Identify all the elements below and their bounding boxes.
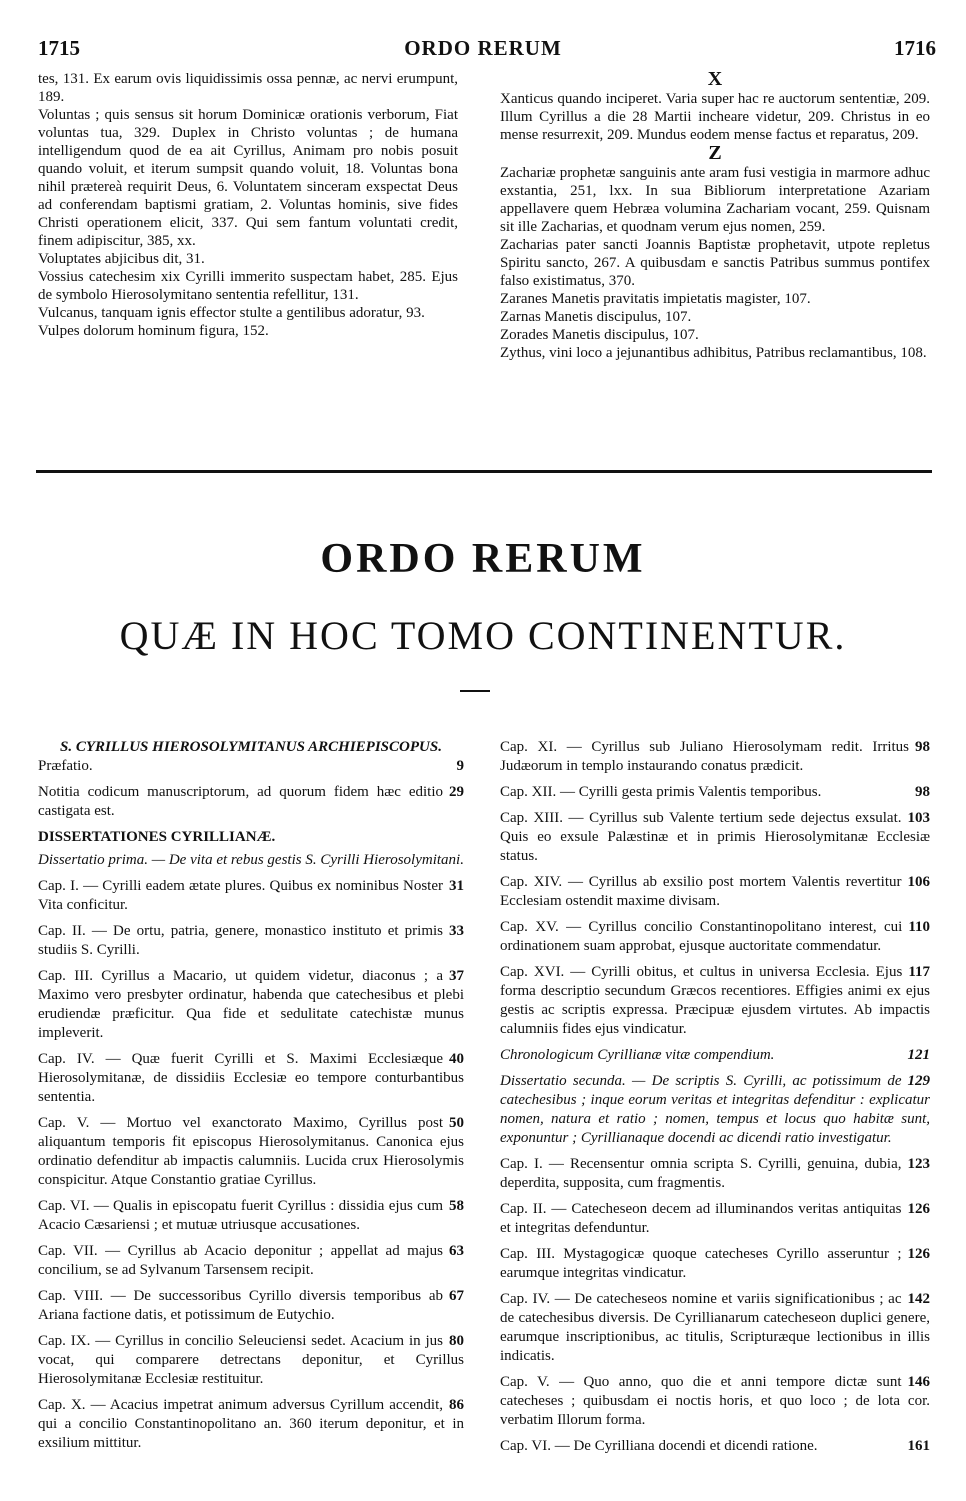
page-ref: 98 — [915, 739, 930, 755]
toc-entry — [500, 1437, 930, 1456]
page-ref: 29 — [449, 784, 464, 800]
entry-text: Cap. II. — De ortu, patria, genere, monastico instituto et primis studiis S. Cyrilli. — [38, 923, 443, 958]
entry-text: Cap. III. Mystagogicæ quoque catecheses Cyrillo asseruntur ; earumque integritas vindicatur. — [500, 1246, 902, 1281]
toc-entry — [38, 757, 464, 776]
toc-entry — [500, 738, 930, 776]
entry-text: Dissertatio secunda. — De scriptis S. Cyrilli, ac potissimum de catechesibus ; inque eorum veritas et integritas defenditur : explicatur nomen, natura et ratio ; nomen, tempus et locus quo habitæ sunt, exponuntur ; Cyrillianaque docendi ac dicendi ratio investigatur. — [500, 1073, 930, 1146]
index-entry: Zaranes Manetis pravitatis impietatis magister, 107. — [500, 291, 811, 307]
dissertation-heading: Dissertatio prima. — De vita et rebus gestis S. Cyrilli Hierosolymitani. — [38, 852, 464, 868]
index-entry: Zorades Manetis discipulus, 107. — [500, 327, 699, 343]
section-heading: DISSERTATIONES CYRILLIANÆ. — [38, 829, 276, 845]
page-ref: 37 — [449, 968, 464, 984]
entry-text: Cap. XVI. — Cyrilli obitus, et cultus in universa Ecclesia. Ejus forma descriptio secundum Græcos recentiores. Effigies animi ex ejus gestis ac scriptis expressa. Præcipuæ ejusdem virtutes. Ab impactis calumniis fides ejus vindicatur. — [500, 964, 930, 1037]
page-ref: 31 — [449, 878, 464, 894]
page-ref: 121 — [907, 1047, 930, 1063]
toc-entry — [500, 873, 930, 911]
entry-text: Cap. VII. — Cyrillus ab Acacio deponitur ; appellat ad majus concilium, se ad Sylvanum Tarsensem recipit. — [38, 1243, 443, 1278]
entry-text: Cap. V. — Mortuo vel exanctorato Maximo, Cyrillus post aliquantum temporis fit episcopus Hierosolymitanus. Canonica ejus ordinatio defenditur ab impactis calumniis. Lucida crux Hierosolymis conspicitur. Atque Constantio gratiae Cyrillus. — [38, 1115, 464, 1188]
entry-text: Cap. II. — Catecheseon decem ad illuminandos veritas antiquitas et integritas defenduntur. — [500, 1201, 902, 1236]
toc-entry — [38, 1396, 464, 1453]
page-ref: 117 — [908, 964, 930, 980]
page-ref: 63 — [449, 1243, 464, 1259]
toc-entry — [38, 1242, 464, 1280]
entry-text: Cap. V. — Quo anno, quo die et anni tempore dictæ sunt catecheses ; quibusdam ei noctis horis, et quo loco ; de lota cor. verbatim Illorum forma. — [500, 1374, 930, 1428]
entry-text: Cap. IX. — Cyrillus in concilio Seleuciensi sedet. Acacium in jus vocat, qui comparere detrectans deponitur, et Cyrillus Hierosolymitanæ Ecclesiæ restituitur. — [38, 1333, 464, 1387]
index-column-right — [500, 70, 930, 362]
index-entry: Voluntas ; quis sensus sit horum Dominicæ orationis verborum, Fiat voluntas tua, 329. Duplex in Christo voluntas ; de humana intelligendum quod de ea ait Cyrillus, Animam pro nobis posuit quando voluit, et iterum sumpsit quando voluit, 18. Voluntas bona nihil prætereà requirit Deus, 6. Voluntatem sinceram exspectat Deus ad conferendam baptismi gratiam, 2. Voluntas hominis, sive fides Christi operationem elicit, 337. Qui sem fantum voluntati credit, finem adipiscitur, 385, xx. — [38, 107, 458, 249]
entry-text: Cap. IV. — De catecheseos nomine et variis significationibus ; ac de catechesibus diversis. De Cyrillianarum catecheseon duplici genere, earumque inscriptionibus, ac titulis, Scripturæque lectionibus in illis indicatis. — [500, 1291, 930, 1364]
page-ref: 129 — [907, 1073, 930, 1089]
index-entry: Xanticus quando inciperet. Varia super hac re auctorum sententiæ, 209. Illum Cyrillus a die 28 Martii incheare videtur, 209. Christus in eo mense resurrexit, 209. Mundus eodem mense factus et reparatus, 209. — [500, 91, 930, 143]
toc-entry — [500, 963, 930, 1039]
toc-entry — [38, 1332, 464, 1389]
page-ref: 58 — [449, 1198, 464, 1214]
toc-entry — [38, 783, 464, 821]
index-entry: Vossius catechesim xix Cyrilli immerito suspectam habet, 285. Ejus de symbolo Hierosolymitano sententia refellitur, 131. — [38, 269, 458, 303]
page-number-left: 1715 — [38, 36, 80, 60]
toc-entry — [500, 1290, 930, 1366]
toc-entry — [500, 918, 930, 956]
page-number-right: 1716 — [894, 36, 936, 60]
index-entry: Zachariæ prophetæ sanguinis ante aram fusi vestigia in marmore adhuc exstantia, 251, lxx. In sua Bibliorum interpretatione Azariam appellavere quem Hebræa volumina Zachariam vocant, 259. Quisnam sit ille Zacharias, et quodnam verum ejus nomen, 259. — [500, 165, 930, 235]
page-ref: 67 — [449, 1288, 464, 1304]
index-entry: Zythus, vini loco a jejunantibus adhibitus, Patribus reclamantibus, 108. — [500, 345, 927, 361]
page-ref: 161 — [907, 1438, 930, 1454]
index-entry: Vulcanus, tanquam ignis effector stulte a gentilibus adoratur, 93. — [38, 305, 425, 321]
toc-title: ORDO RERUM — [320, 536, 646, 582]
index-column-left — [38, 70, 458, 340]
entry-text: Cap. XI. — Cyrillus sub Juliano Hierosolymam redit. Irritus Judæorum in templo instaurando conatus prædicit. — [500, 739, 909, 774]
toc-entry — [38, 922, 464, 960]
toc-entry — [38, 967, 464, 1043]
page-ref: 50 — [449, 1115, 464, 1131]
dissertation-heading — [500, 1072, 930, 1148]
entry-text: Chronologicum Cyrillianæ vitæ compendium. — [500, 1047, 775, 1063]
page-ref: 142 — [907, 1291, 930, 1307]
letter-heading-z: Z — [708, 142, 722, 164]
section-divider — [36, 470, 932, 473]
index-entry: Zacharias pater sancti Joannis Baptistæ prophetavit, utpote repletus Spiritu sancto, 267. A quibusdam e sanctis Patribus summus pontifex falso existimatus, 370. — [500, 237, 930, 289]
running-header — [0, 36, 966, 62]
toc-entry — [38, 1287, 464, 1325]
page-ref: 80 — [449, 1333, 464, 1349]
toc-entry — [38, 1050, 464, 1107]
page-ref: 98 — [915, 784, 930, 800]
page-ref: 103 — [907, 810, 930, 826]
toc-entry — [500, 1245, 930, 1283]
toc-entry — [500, 1155, 930, 1193]
toc-entry — [500, 783, 930, 802]
index-entry: Vulpes dolorum hominum figura, 152. — [38, 323, 269, 339]
page-ref: 146 — [907, 1374, 930, 1390]
entry-text: Cap. IV. — Quæ fuerit Cyrilli et S. Maximi Ecclesiæque Hierosolymitanæ, de dissidiis Ecclesiæ eo tempore conturbantibus sententia. — [38, 1051, 464, 1105]
entry-text: Notitia codicum manuscriptorum, ad quorum fidem hæc editio castigata est. — [38, 784, 443, 819]
toc-entry — [38, 877, 464, 915]
author-heading: S. CYRILLUS HIEROSOLYMITANUS ARCHIEPISCOPUS. — [60, 739, 442, 755]
entry-text: Præfatio. — [38, 758, 93, 774]
toc-entry — [38, 1197, 464, 1235]
running-title: ORDO RERUM — [404, 36, 562, 60]
toc-entry — [500, 1373, 930, 1430]
toc-subtitle: QUÆ IN HOC TOMO CONTINENTUR. — [119, 613, 847, 658]
entry-text: Cap. I. — Cyrilli eadem ætate plures. Quibus ex nominibus Noster Vita conficitur. — [38, 878, 443, 913]
page-ref: 86 — [449, 1397, 464, 1413]
entry-text: Cap. VI. — De Cyrilliana docendi et dicendi ratione. — [500, 1438, 818, 1454]
entry-text: Cap. III. Cyrillus a Macario, ut quidem videtur, diaconus ; a Maximo vero presbyter ordinatur, habenda que catechesibus et plebi erudiendæ præficitur. Qua fide et sedulitate catechistæ munus impleverit. — [38, 968, 464, 1041]
index-entry: tes, 131. Ex earum ovis liquidissimis ossa pennæ, ac nervi erumpunt, 189. — [38, 71, 458, 105]
entry-text: Cap. XII. — Cyrilli gesta primis Valentis temporibus. — [500, 784, 822, 800]
page-ref: 106 — [907, 874, 930, 890]
title-rule — [460, 690, 490, 692]
entry-text: Cap. XV. — Cyrillus concilio Constantinopolitano interest, cui ordinationem suam approbat, ejusque auctoritate commendatur. — [500, 919, 903, 954]
entry-text: Cap. I. — Recensentur omnia scripta S. Cyrilli, genuina, dubia, deperdita, supposita, cum fragmentis. — [500, 1156, 902, 1191]
page-ref: 33 — [449, 923, 464, 939]
toc-entry — [38, 1114, 464, 1190]
toc-entry — [500, 1200, 930, 1238]
toc-entry — [500, 809, 930, 866]
toc-column-left — [38, 738, 464, 1460]
toc-column-right — [500, 738, 930, 1463]
entry-text: Cap. VI. — Qualis in episcopatu fuerit Cyrillus : dissidia ejus cum Acacio Cæsariensi ; et mutuæ utriusque accusationes. — [38, 1198, 443, 1233]
index-entry: Zarnas Manetis discipulus, 107. — [500, 309, 692, 325]
entry-text: Cap. VIII. — De successoribus Cyrillo diversis temporibus ab Ariana factione datis, et potissimum de Eutychio. — [38, 1288, 443, 1323]
page-ref: 110 — [908, 919, 930, 935]
page-ref: 126 — [907, 1246, 930, 1262]
toc-entry — [500, 1046, 930, 1065]
page-ref: 40 — [449, 1051, 464, 1067]
page-ref: 123 — [907, 1156, 930, 1172]
page-ref: 9 — [456, 758, 464, 774]
entry-text: Cap. XIII. — Cyrillus sub Valente tertium sede dejectus exsulat. Quis eo exsule Palæstinæ et in primis Hierosolymitanæ Ecclesiæ status. — [500, 810, 930, 864]
entry-text: Cap. X. — Acacius impetrat animum adversus Cyrillum accendit, qui a concilio Constantinopolitano an. 360 iterum deponitur, et in exsilium mittitur. — [38, 1397, 464, 1451]
index-entry: Voluptates abjicibus dit, 31. — [38, 251, 205, 267]
entry-text: Cap. XIV. — Cyrillus ab exsilio post mortem Valentis revertitur Ecclesiam ostendit maxime divisam. — [500, 874, 902, 909]
page-ref: 126 — [907, 1201, 930, 1217]
letter-heading-x: X — [707, 68, 723, 90]
